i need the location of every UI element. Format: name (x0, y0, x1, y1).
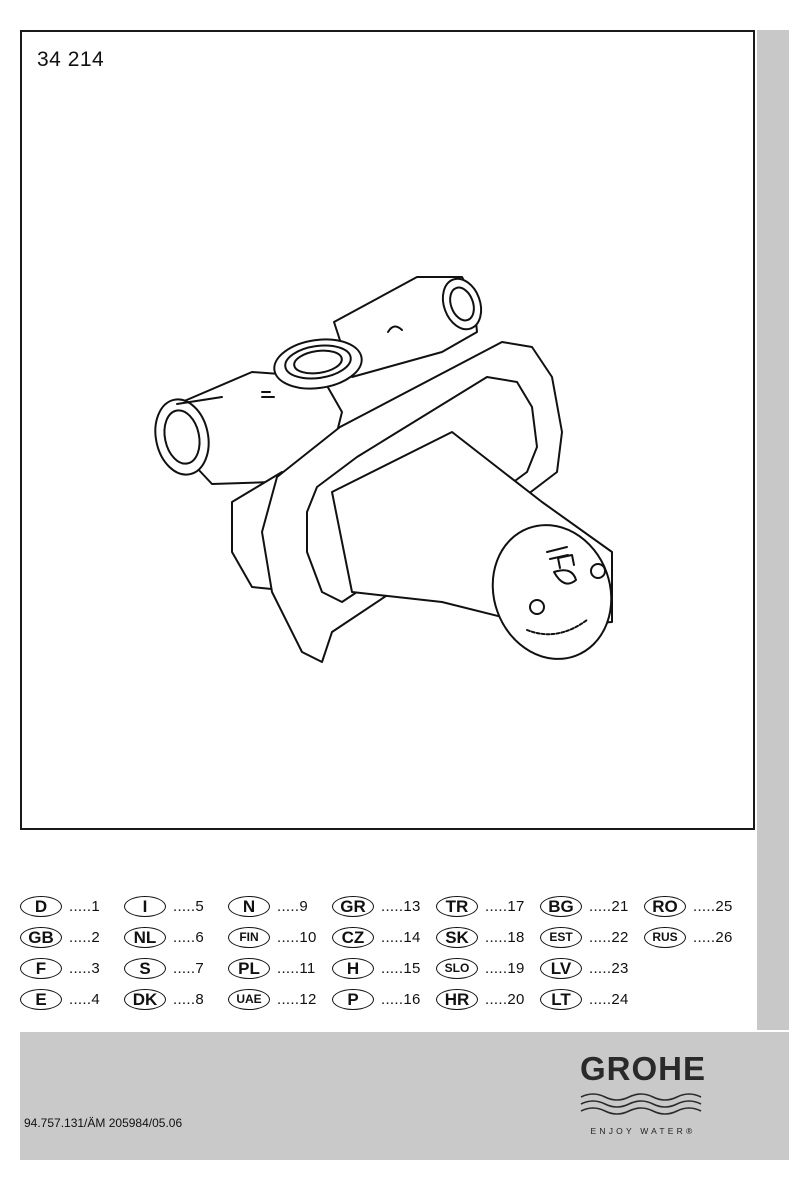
language-entry[interactable] (228, 988, 317, 1010)
page-reference: .....9 (277, 897, 308, 915)
language-badge: F (20, 958, 62, 979)
language-badge: H (332, 958, 374, 979)
page-reference: .....10 (277, 928, 317, 946)
language-badge: EST (540, 927, 582, 948)
language-entry[interactable] (540, 926, 629, 948)
language-badge: LV (540, 958, 582, 979)
language-entry[interactable] (540, 988, 629, 1010)
language-badge: E (20, 989, 62, 1010)
language-badge: PL (228, 958, 270, 979)
language-badge: N (228, 896, 270, 917)
brand-tagline: ENJOY WATER® (590, 1126, 696, 1136)
language-entry[interactable] (540, 957, 629, 979)
language-entry[interactable] (124, 895, 204, 917)
language-badge: UAE (228, 989, 270, 1010)
language-badge: NL (124, 927, 166, 948)
language-badge: HR (436, 989, 478, 1010)
page-reference: .....5 (173, 897, 204, 915)
language-badge: TR (436, 896, 478, 917)
language-entry[interactable] (20, 988, 100, 1010)
page-reference: .....7 (173, 959, 204, 977)
language-entry[interactable] (124, 988, 204, 1010)
language-badge: DK (124, 989, 166, 1010)
language-entry[interactable] (228, 926, 317, 948)
language-entry[interactable] (436, 895, 525, 917)
page-reference: .....11 (277, 959, 316, 977)
page-reference: .....3 (69, 959, 100, 977)
page-reference: .....25 (693, 897, 733, 915)
page-reference: .....4 (69, 990, 100, 1008)
grohe-wave-logo (579, 1091, 707, 1121)
language-entry[interactable] (436, 988, 525, 1010)
page-reference: .....26 (693, 928, 733, 946)
language-badge: CZ (332, 927, 374, 948)
language-entry[interactable] (124, 926, 204, 948)
language-badge: SLO (436, 958, 478, 979)
page-reference: .....15 (381, 959, 421, 977)
language-entry[interactable] (20, 926, 100, 948)
language-badge: FIN (228, 927, 270, 948)
valve-body-illustration (22, 32, 753, 828)
page-reference: .....19 (485, 959, 525, 977)
language-entry[interactable] (124, 957, 204, 979)
language-entry[interactable] (332, 988, 421, 1010)
language-badge: I (124, 896, 166, 917)
page-reference: .....2 (69, 928, 100, 946)
language-entry[interactable] (332, 957, 421, 979)
page-reference: .....13 (381, 897, 421, 915)
product-illustration-frame (20, 30, 755, 830)
page-reference: .....8 (173, 990, 204, 1008)
page-reference: .....24 (589, 990, 629, 1008)
side-bar (757, 30, 789, 1030)
language-badge: SK (436, 927, 478, 948)
language-badge: LT (540, 989, 582, 1010)
language-entry[interactable] (540, 895, 629, 917)
page-reference: .....1 (69, 897, 100, 915)
language-badge: GB (20, 927, 62, 948)
page-reference: .....16 (381, 990, 421, 1008)
page-reference: .....14 (381, 928, 421, 946)
language-entry[interactable] (644, 926, 733, 948)
language-index (20, 895, 760, 1025)
language-badge: BG (540, 896, 582, 917)
page-reference: .....18 (485, 928, 525, 946)
language-badge: S (124, 958, 166, 979)
language-entry[interactable] (228, 957, 316, 979)
language-entry[interactable] (332, 926, 421, 948)
page-reference: .....21 (589, 897, 629, 915)
language-entry[interactable] (228, 895, 308, 917)
footer-band (20, 1032, 789, 1160)
language-badge: D (20, 896, 62, 917)
language-entry[interactable] (436, 957, 525, 979)
brand-name: GROHE (579, 1050, 706, 1087)
language-entry[interactable] (644, 895, 733, 917)
language-entry[interactable] (20, 895, 100, 917)
language-entry[interactable] (436, 926, 525, 948)
page-reference: .....12 (277, 990, 317, 1008)
brand-logo (573, 1050, 713, 1150)
page-reference: .....17 (485, 897, 525, 915)
page-reference: .....6 (173, 928, 204, 946)
page-reference: .....20 (485, 990, 525, 1008)
page-reference: .....22 (589, 928, 629, 946)
language-entry[interactable] (332, 895, 421, 917)
language-badge: RUS (644, 927, 686, 948)
language-badge: P (332, 989, 374, 1010)
document-code: 94.757.131/ÄM 205984/05.06 (24, 1116, 183, 1130)
language-entry[interactable] (20, 957, 100, 979)
language-badge: GR (332, 896, 374, 917)
model-number: 34 214 (37, 48, 105, 71)
page-reference: .....23 (589, 959, 629, 977)
language-badge: RO (644, 896, 686, 917)
